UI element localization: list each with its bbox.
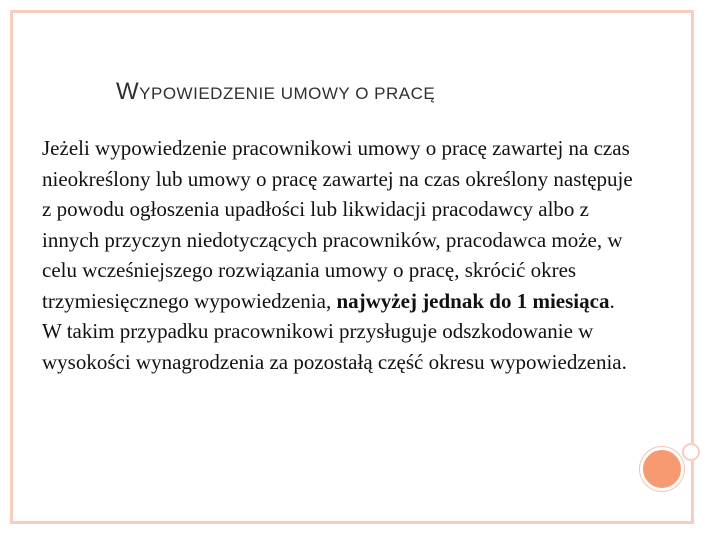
title-first-letter: W bbox=[116, 78, 140, 105]
title-rest: YPOWIEDZENIE UMOWY O PRACĘ bbox=[139, 84, 436, 103]
paragraph-2: W takim przypadku pracownikowi przysługuje odszkodowanie w wysokości wynagrodzenia za pozostałą część okresu wypowiedzenia. bbox=[42, 319, 627, 374]
decorative-circle-small bbox=[682, 443, 700, 461]
paragraph-1 bbox=[42, 133, 642, 316]
slide-body bbox=[42, 133, 642, 377]
paragraph-1-text: Jeżeli wypowiedzenie pracownikowi umowy o pracę zawartej na czas nieokreślony lub umowy o pracę zawartej na czas określony następuje z powodu ogłoszenia upadłości lub likwidacji pracodawcy albo z innych przyczyn niedotyczących pracowników, pracodawca może, w celu wcześniejszego rozwiązania umowy o pracę, skrócić okres trzymiesięcznego wypowiedzenia, bbox=[42, 136, 633, 313]
paragraph-1-end: . bbox=[609, 288, 615, 313]
slide-title bbox=[116, 78, 435, 106]
paragraph-1-bold: najwyżej jednak do 1 miesiąca bbox=[336, 288, 610, 313]
decorative-circle-large bbox=[640, 447, 684, 491]
